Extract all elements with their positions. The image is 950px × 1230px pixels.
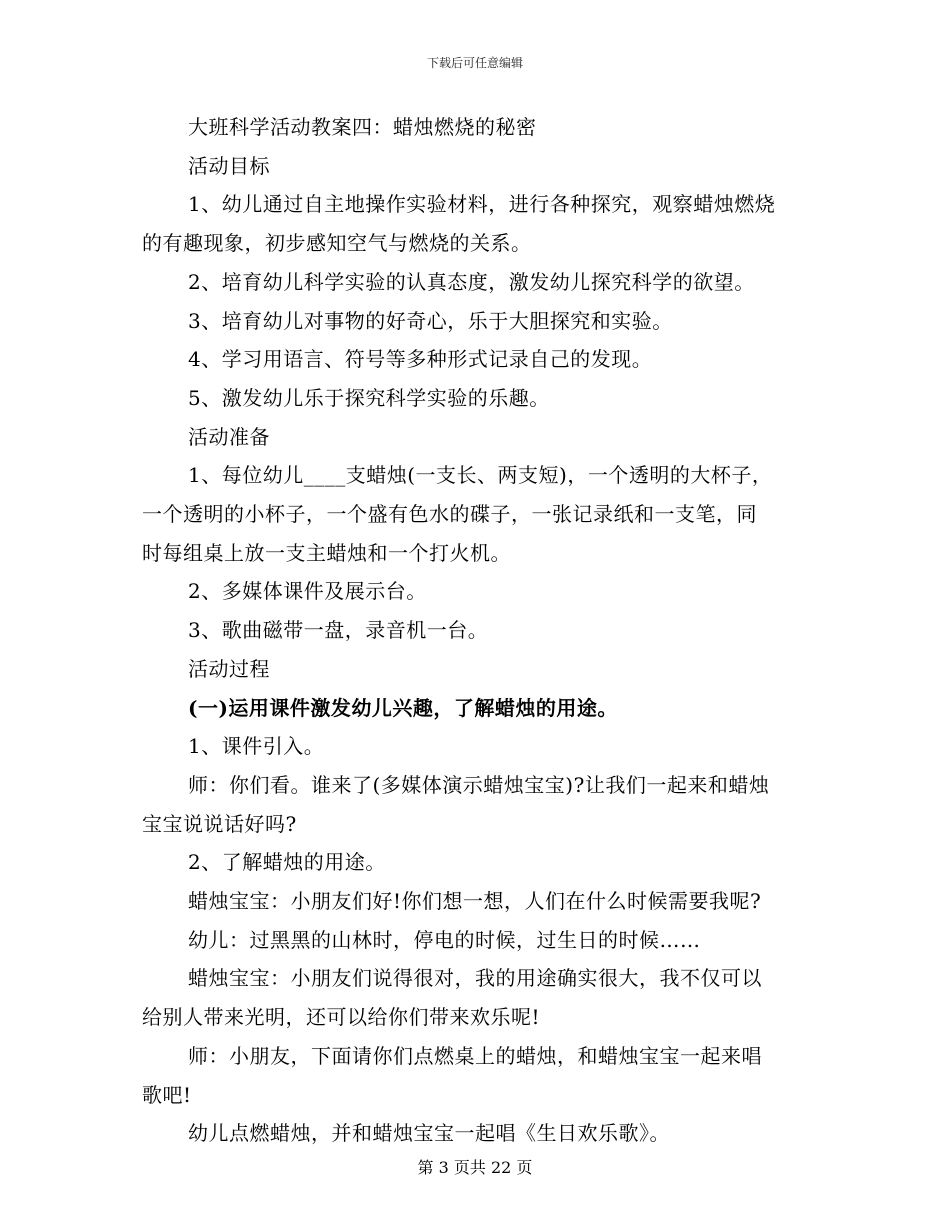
text-line: 1、幼儿通过自主地操作实验材料，进行各种探究，观察蜡烛燃烧 — [188, 192, 776, 217]
text-line: 3、培育幼儿对事物的好奇心，乐于大胆探究和实验。 — [188, 308, 673, 333]
text-line: 2、多媒体课件及展示台。 — [188, 579, 427, 604]
text-line: 3、歌曲磁带一盘，录音机一台。 — [188, 618, 489, 643]
text-line: 5、激发幼儿乐于探究科学实验的乐趣。 — [188, 385, 550, 410]
text-line: 大班科学活动教案四：蜡烛燃烧的秘密 — [188, 115, 537, 139]
text-line: 幼儿：过黑黑的山林时，停电的时候，过生日的时候…… — [188, 927, 701, 952]
text-line: 活动目标 — [188, 153, 270, 178]
text-line: 歌吧! — [142, 1082, 192, 1107]
text-line: 2、培育幼儿科学实验的认真态度，激发幼儿探究科学的欲望。 — [188, 269, 755, 294]
text-line: 幼儿点燃蜡烛，并和蜡烛宝宝一起唱《生日欢乐歌》。 — [188, 1121, 670, 1146]
text-line: 活动准备 — [188, 424, 270, 449]
text-line: 时每组桌上放一支主蜡烛和一个打火机。 — [142, 540, 511, 565]
text-line: 蜡烛宝宝：小朋友们好!你们想一想，人们在什么时候需要我呢? — [188, 889, 762, 914]
text-line: 4、学习用语言、符号等多种形式记录自己的发现。 — [188, 347, 653, 372]
text-line: 的有趣现象，初步感知空气与燃烧的关系。 — [142, 231, 532, 256]
text-line: 师：你们看。谁来了(多媒体演示蜡烛宝宝)?让我们一起来和蜡烛 — [188, 772, 770, 797]
text-line: 1、课件引入。 — [188, 734, 325, 759]
text-line: 宝宝说说话好吗? — [142, 811, 297, 836]
text-line: 师：小朋友，下面请你们点燃桌上的蜡烛，和蜡烛宝宝一起来唱 — [188, 1043, 762, 1068]
text-line: 活动过程 — [188, 656, 270, 681]
section-heading: (一)运用课件激发幼儿兴趣，了解蜡烛的用途。 — [188, 695, 618, 720]
text-line: 一个透明的小杯子，一个盛有色水的碟子，一张记录纸和一支笔，同 — [142, 502, 757, 527]
document-body — [142, 108, 808, 1153]
text-line: 2、了解蜡烛的用途。 — [188, 850, 386, 875]
text-line: 给别人带来光明，还可以给你们带来欢乐呢! — [142, 1005, 541, 1030]
page-footer: 第 3 页共 22 页 — [417, 1158, 533, 1177]
text-line: 1、每位幼儿____支蜡烛(一支长、两支短)，一个透明的大杯子， — [188, 463, 773, 488]
page-header: 下载后可任意编辑 — [426, 56, 523, 70]
text-line: 蜡烛宝宝：小朋友们说得很对，我的用途确实很大，我不仅可以 — [188, 966, 762, 991]
